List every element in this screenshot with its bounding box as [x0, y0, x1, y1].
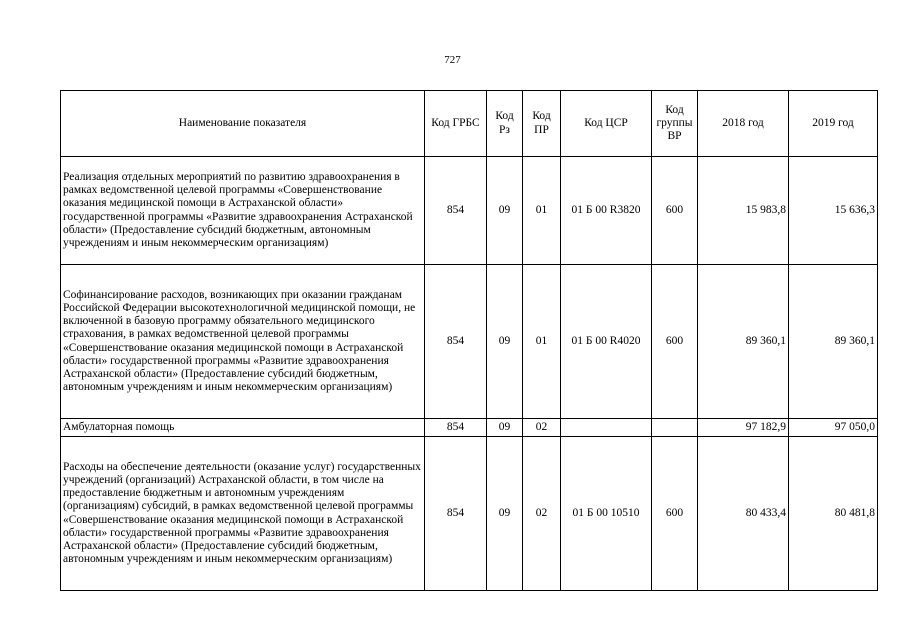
cell-2018: 97 182,9 [698, 419, 789, 437]
cell-pr: 02 [523, 419, 561, 437]
cell-vr: 600 [652, 265, 698, 419]
table-row [61, 265, 878, 419]
cell-2018: 89 360,1 [698, 265, 789, 419]
header-grbs: Код ГРБС [425, 91, 487, 157]
cell-grbs: 854 [425, 419, 487, 437]
header-rz: Код Рз [487, 91, 523, 157]
cell-2018: 80 433,4 [698, 437, 789, 591]
cell-rz: 09 [487, 419, 523, 437]
header-2019: 2019 год [789, 91, 878, 157]
table-row [61, 157, 878, 265]
cell-vr: 600 [652, 437, 698, 591]
cell-2019: 97 050,0 [789, 419, 878, 437]
cell-rz: 09 [487, 265, 523, 419]
page-number: 727 [444, 54, 461, 66]
cell-pr: 01 [523, 157, 561, 265]
cell-pr: 02 [523, 437, 561, 591]
cell-csr: 01 Б 00 R3820 [561, 157, 652, 265]
header-name: Наименование показателя [61, 91, 425, 157]
table-header-row [61, 91, 878, 157]
header-2018: 2018 год [698, 91, 789, 157]
cell-name: Реализация отдельных мероприятий по развитию здравоохранения в рамках ведомственной целевой программы «Совершенствование оказания медицинской помощи в Астраханской области» государственной программы «Развитие здравоохранения Астраханской области» (Предоставление субсидий бюджетным, автономным учреждениям и иным некоммерческим организациям) [61, 157, 425, 265]
table-row [61, 419, 878, 437]
cell-name: Амбулаторная помощь [61, 419, 425, 437]
cell-csr: 01 Б 00 10510 [561, 437, 652, 591]
cell-2019: 15 636,3 [789, 157, 878, 265]
cell-pr: 01 [523, 265, 561, 419]
cell-grbs: 854 [425, 157, 487, 265]
cell-rz: 09 [487, 437, 523, 591]
header-vr: Код группы ВР [652, 91, 698, 157]
cell-vr: 600 [652, 157, 698, 265]
cell-rz: 09 [487, 157, 523, 265]
cell-csr [561, 419, 652, 437]
cell-vr [652, 419, 698, 437]
table-row [61, 437, 878, 591]
cell-2019: 89 360,1 [789, 265, 878, 419]
budget-table [60, 90, 878, 591]
cell-grbs: 854 [425, 265, 487, 419]
cell-2018: 15 983,8 [698, 157, 789, 265]
cell-name: Софинансирование расходов, возникающих при оказании гражданам Российской Федерации высокотехнологичной медицинской помощи, не включенной в базовую программу обязательного медицинского страхования, в рамках ведомственной целевой программы «Совершенствование оказания медицинской помощи в Астраханской области» государственной программы «Развитие здравоохранения Астраханской области» (Предоставление субсидий бюджетным, автономным учреждениям и иным некоммерческим организациям) [61, 265, 425, 419]
header-pr: Код ПР [523, 91, 561, 157]
cell-grbs: 854 [425, 437, 487, 591]
cell-csr: 01 Б 00 R4020 [561, 265, 652, 419]
cell-2019: 80 481,8 [789, 437, 878, 591]
cell-name: Расходы на обеспечение деятельности (оказание услуг) государственных учреждений (организаций) Астраханской области, в том числе на предоставление бюджетным и автономным учреждениям (организациям) субсидий, в рамках ведомственной целевой программы «Совершенствование оказания медицинской помощи в Астраханской области» государственной программы «Развитие здравоохранения Астраханской области» (Предоставление субсидий бюджетным, автономным учреждениям и иным некоммерческим организациям) [61, 437, 425, 591]
header-csr: Код ЦСР [561, 91, 652, 157]
